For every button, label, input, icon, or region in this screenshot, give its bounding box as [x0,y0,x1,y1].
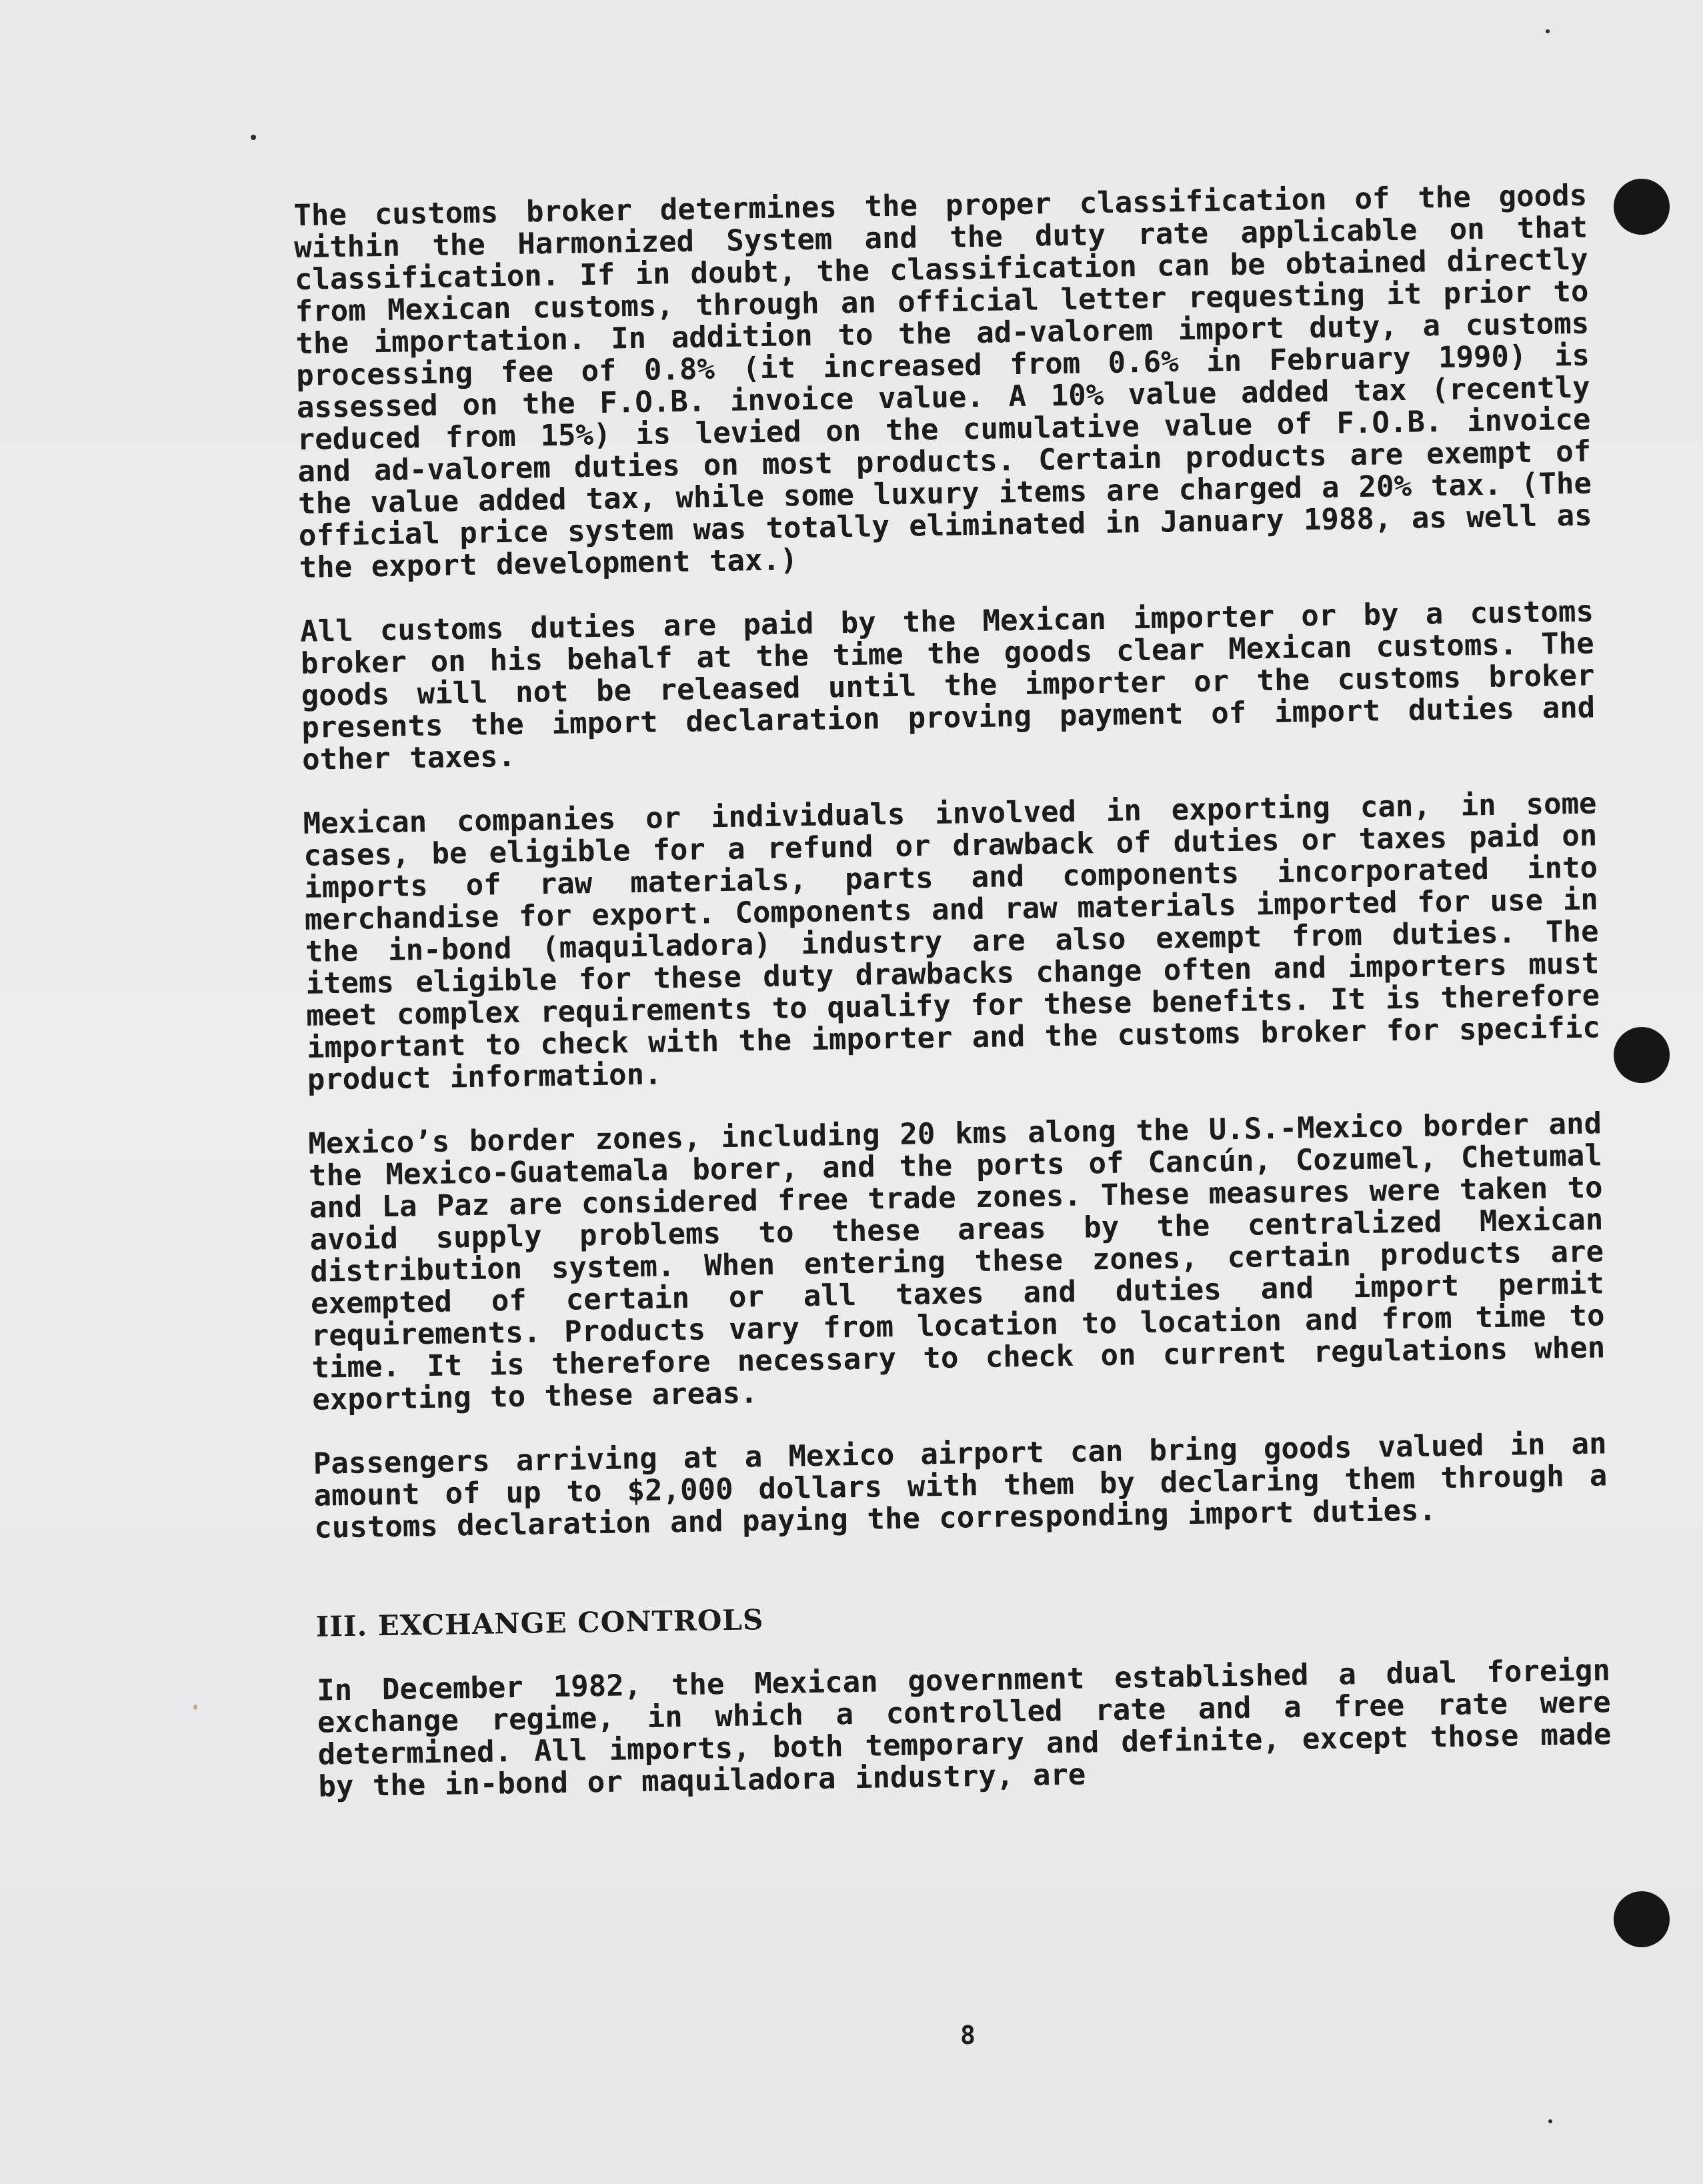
paragraph-duty-payment: All customs duties are paid by the Mexican importer or by a customs broker on his behalf at the time the goods clear Mexican customs. The goods will not be released until the importer or the customs broker presents the import declaration proving payment of import duties and other taxes. [299,594,1596,777]
paragraph-drawbacks: Mexican companies or individuals involved in exporting can, in some cases, be eligible for a refund or drawback of duties or taxes paid on imports of raw materials, parts and components incorporated into merchandise for export. Components and raw materials imported for use in the in-bond (maquiladora) industry are also exempt from duties. The items eligible for these duty drawbacks change often and importers must meet complex requirements to qualify for these benefits. It is therefore important to check with the importer and the customs broker for specific product information. [303,786,1601,1097]
punch-hole-top [1614,179,1670,235]
scan-speck [1548,2119,1552,2123]
scan-speck [193,1705,197,1710]
paragraph-exchange-controls: In December 1982, the Mexican government established a dual foreign exchange regime, in which a controlled rate and a free rate were determined. All imports, both temporary and definite, except those made by the in-bond or maquiladora industry, are [316,1653,1612,1804]
scan-speck [251,135,256,140]
scan-speck [1546,29,1550,33]
punch-hole-bottom [1614,1891,1670,1947]
paragraph-border-zones: Mexico’s border zones, including 20 kms along the U.S.-Mexico border and the Mexico-Guatemala borer, and the ports of Cancún, Cozumel, Chetumal and La Paz are considered free trade zones. These measures were taken to avoid supply problems to these areas by the centralized Mexican distribution system. When entering these zones, certain products are exempted of certain or all taxes and duties and import permit requirements. Products vary from location to location and from time to time. It is therefore necessary to check on current regulations when exporting to these areas. [307,1106,1606,1417]
body-text [293,180,1612,1835]
page-number: 8 [960,2021,976,2050]
paragraph-passengers: Passengers arriving at a Mexico airport can bring goods valued in an amount of up to $2,000 dollars with them by declaring them through a customs declaration and paying the corresponding import duties. [313,1426,1608,1545]
punch-hole-middle [1614,1027,1670,1083]
section-heading: III. EXCHANGE CONTROLS [315,1603,764,1643]
paragraph-classification: The customs broker determines the proper classification of the goods within the Harmonized System and the duty rate applicable on that classification. If in doubt, the classification can be obtained directly from Mexican customs, through an official letter requesting it prior to the importation. In addition to the ad-valorem import duty, a customs processing fee of 0.8% (it increased from 0.6% in February 1990) is assessed on the F.O.B. invoice value. A 10% value added tax (recently reduced from 15%) is levied on the cumulative value of F.O.B. invoice and ad-valorem duties on most products. Certain products are exempt of the value added tax, while some luxury items are charged a 20% tax. (The official price system was totally eliminated in January 1988, as well as the export development tax.) [293,178,1593,585]
